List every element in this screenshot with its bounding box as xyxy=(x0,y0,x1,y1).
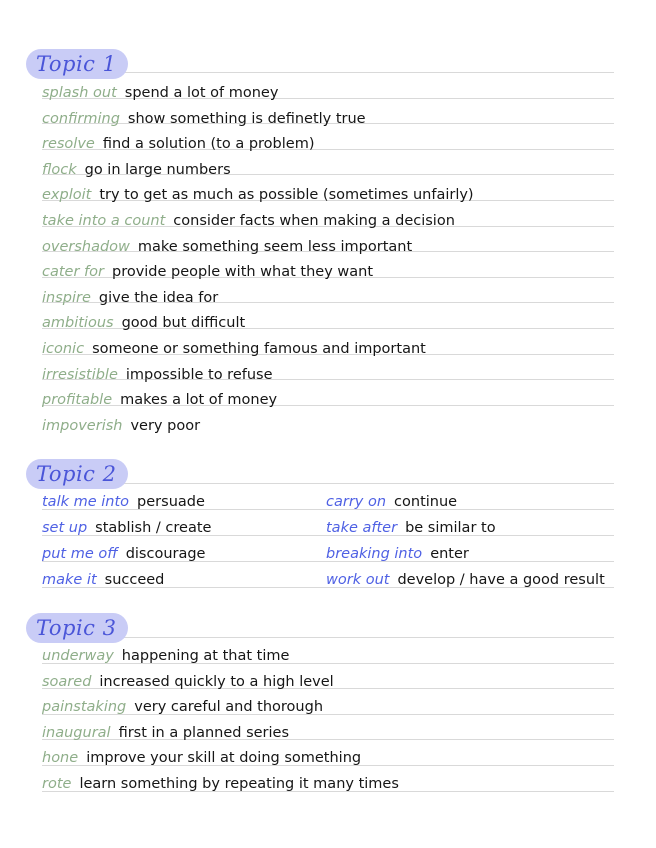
vocab-definition: learn something by repeating it many times xyxy=(79,776,399,792)
vocab-term: splash out xyxy=(42,85,117,101)
vocab-row xyxy=(42,287,218,309)
vocab-term: inaugural xyxy=(42,725,111,741)
vocab-row xyxy=(326,491,457,513)
vocab-term: iconic xyxy=(42,341,85,357)
vocab-row xyxy=(42,747,361,769)
vocab-definition: try to get as much as possible (sometimes unfairly) xyxy=(99,187,474,203)
vocab-term: breaking into xyxy=(326,546,423,562)
vocab-definition: persuade xyxy=(137,494,205,510)
topic-1-heading: Topic 1 xyxy=(26,49,128,79)
vocab-row xyxy=(42,645,289,667)
vocab-definition: very poor xyxy=(130,418,201,434)
vocab-term: rote xyxy=(42,776,72,792)
vocab-term: hone xyxy=(42,750,79,766)
vocab-definition: give the idea for xyxy=(98,290,219,306)
vocab-definition: be similar to xyxy=(405,520,496,536)
vocab-row xyxy=(42,517,211,539)
vocab-definition: spend a lot of money xyxy=(124,85,279,101)
vocab-row xyxy=(42,696,323,718)
vocab-row xyxy=(42,569,164,591)
topic-2-heading: Topic 2 xyxy=(26,459,128,489)
vocab-row xyxy=(326,517,496,539)
vocab-definition: succeed xyxy=(104,572,165,588)
vocab-term: underway xyxy=(42,648,114,664)
vocab-definition: consider facts when making a decision xyxy=(173,213,455,229)
vocab-definition: find a solution (to a problem) xyxy=(102,136,315,152)
vocab-row xyxy=(42,236,412,258)
vocab-row xyxy=(42,671,334,693)
vocab-definition: stablish / create xyxy=(95,520,212,536)
vocab-row xyxy=(42,82,278,104)
vocab-definition: develop / have a good result xyxy=(397,572,605,588)
vocab-term: carry on xyxy=(326,494,387,510)
vocab-definition: discourage xyxy=(125,546,206,562)
vocab-term: impoverish xyxy=(42,418,123,434)
vocab-term: ambitious xyxy=(42,315,114,331)
ruled-line xyxy=(42,483,614,484)
vocab-definition: go in large numbers xyxy=(84,162,231,178)
vocab-term: take into a count xyxy=(42,213,166,229)
vocab-row xyxy=(42,491,205,513)
vocab-row xyxy=(42,312,245,334)
vocab-term: set up xyxy=(42,520,88,536)
vocab-definition: increased quickly to a high level xyxy=(99,674,334,690)
vocab-row xyxy=(42,543,205,565)
vocab-term: work out xyxy=(326,572,390,588)
vocab-definition: improve your skill at doing something xyxy=(86,750,362,766)
vocab-definition: enter xyxy=(430,546,469,562)
vocab-term: put me off xyxy=(42,546,118,562)
vocab-row xyxy=(42,722,289,744)
vocab-definition: impossible to refuse xyxy=(125,367,273,383)
vocab-definition: continue xyxy=(394,494,458,510)
vocab-row xyxy=(42,108,366,130)
ruled-line xyxy=(42,637,614,638)
vocab-term: painstaking xyxy=(42,699,127,715)
vocab-definition: provide people with what they want xyxy=(111,264,374,280)
vocab-row xyxy=(42,261,373,283)
vocab-definition: happening at that time xyxy=(121,648,290,664)
vocab-row xyxy=(42,184,474,206)
vocab-term: profitable xyxy=(42,392,113,408)
vocab-term: overshadow xyxy=(42,239,130,255)
vocab-row xyxy=(42,364,273,386)
vocab-definition: makes a lot of money xyxy=(120,392,278,408)
vocab-row xyxy=(42,159,231,181)
vocab-row xyxy=(326,569,605,591)
ruled-line xyxy=(42,72,614,73)
vocab-row xyxy=(42,389,277,411)
vocab-term: flock xyxy=(42,162,77,178)
vocab-definition: someone or something famous and important xyxy=(92,341,426,357)
vocab-row xyxy=(42,773,399,795)
vocab-term: exploit xyxy=(42,187,92,203)
topic-3-heading: Topic 3 xyxy=(26,613,128,643)
vocab-definition: good but difficult xyxy=(121,315,246,331)
vocab-term: resolve xyxy=(42,136,95,152)
vocab-row xyxy=(326,543,469,565)
vocab-definition: make something seem less important xyxy=(137,239,413,255)
vocab-term: take after xyxy=(326,520,398,536)
vocab-term: talk me into xyxy=(42,494,130,510)
vocab-term: cater for xyxy=(42,264,104,280)
vocab-term: soared xyxy=(42,674,92,690)
vocab-definition: first in a planned series xyxy=(118,725,290,741)
vocab-row xyxy=(42,210,455,232)
vocab-term: irresistible xyxy=(42,367,118,383)
vocab-term: confirming xyxy=(42,111,120,127)
vocab-definition: very careful and thorough xyxy=(134,699,324,715)
vocab-row xyxy=(42,415,200,437)
vocab-term: make it xyxy=(42,572,97,588)
vocab-row xyxy=(42,338,426,360)
vocab-term: inspire xyxy=(42,290,91,306)
vocab-definition: show something is definetly true xyxy=(127,111,366,127)
vocab-row xyxy=(42,133,314,155)
